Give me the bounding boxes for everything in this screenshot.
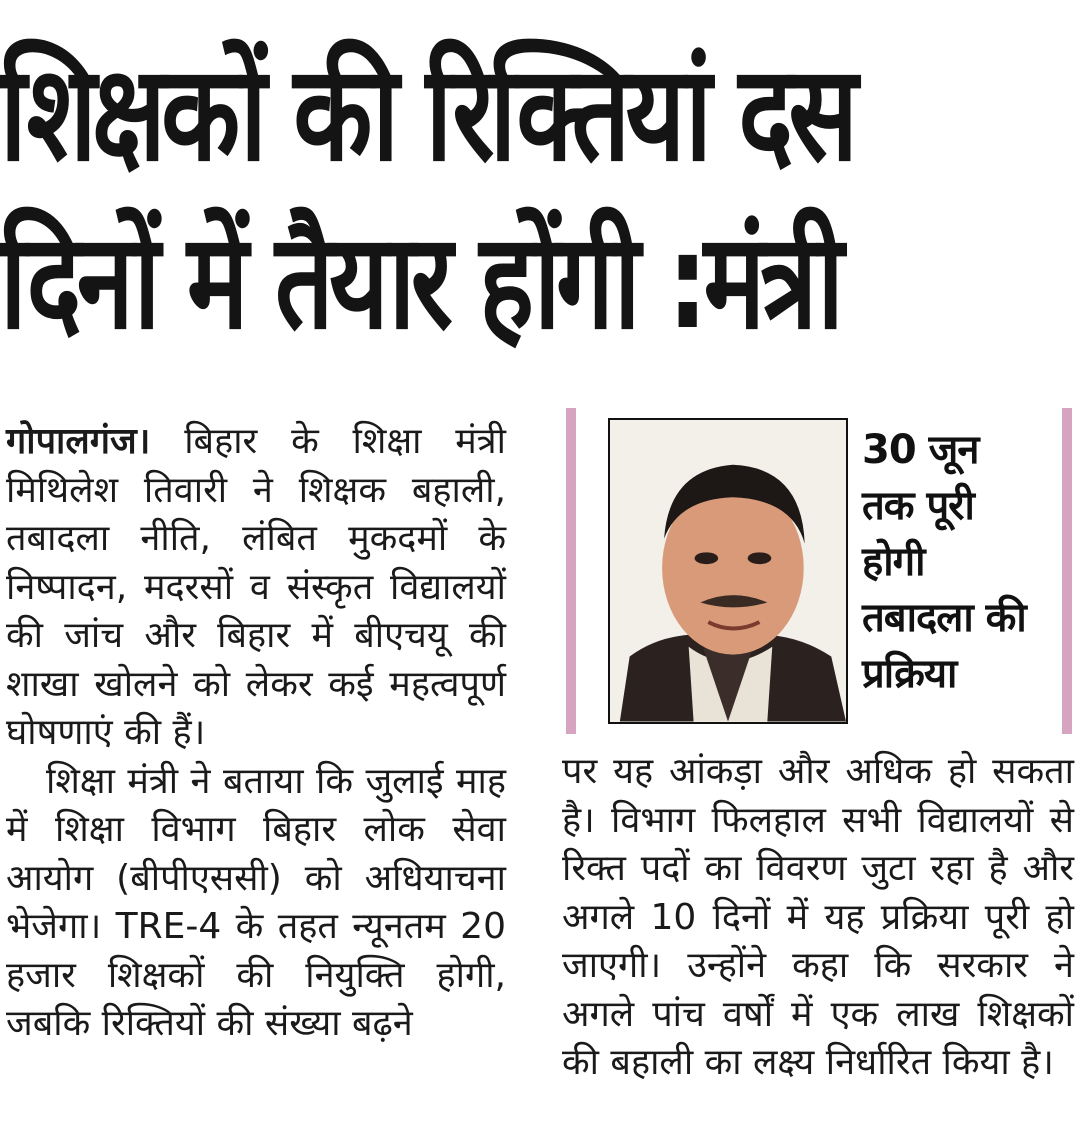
pull-quote-line-2: तक पूरी (862, 483, 974, 529)
minister-photo (608, 418, 848, 724)
portrait-illustration (610, 420, 846, 722)
accent-bar-right (1062, 408, 1072, 734)
paragraph-1-text: बिहार के शिक्षा मंत्री मिथिलेश तिवारी ने शिक्षक बहाली, तबादला नीति, लंबित मुकदमों के निष्पादन, मदरसों व संस्कृत विद्यालयों की जांच और बिहार में बीएचयू की शाखा खोलने को लेकर कई महत्वपूर्ण घोषणाएं की हैं। (6, 421, 506, 753)
headline-line-1: शिक्षकों की रिक्तियां दस (0, 37, 854, 191)
accent-bar-left (566, 408, 576, 734)
headline (0, 30, 854, 366)
article-left-column (6, 418, 506, 1049)
article-right-column (562, 748, 1074, 1088)
pull-quote-line-1: 30 जून (862, 427, 979, 473)
photo-panel (566, 408, 1072, 734)
article-paragraph-1 (6, 418, 506, 758)
pull-quote-line-5: प्रक्रिया (862, 651, 957, 697)
dateline: गोपालगंज। (6, 421, 151, 462)
pull-quote-line-3: होगी (862, 539, 925, 585)
headline-line-2: दिनों में तैयार होंगी :मंत्री (0, 205, 840, 359)
pull-quote (862, 422, 1052, 702)
pull-quote-line-4: तबादला की (862, 595, 1026, 641)
article-paragraph-2: शिक्षा मंत्री ने बताया कि जुलाई माह में शिक्षा विभाग बिहार लोक सेवा आयोग (बीपीएससी) को अधियाचना भेजेगा। TRE-4 के तहत न्यूनतम 20 हजार शिक्षकों की नियुक्ति होगी, जबकि रिक्तियों की संख्या बढ़ने (6, 760, 506, 1044)
article-paragraph-3: पर यह आंकड़ा और अधिक हो सकता है। विभाग फिलहाल सभी विद्यालयों से रिक्त पदों का विवरण जुटा रहा है और अगले 10 दिनों में यह प्रक्रिया पूरी हो जाएगी। उन्होंने कहा कि सरकार ने अगले पांच वर्षों में एक लाख शिक्षकों की बहाली का लक्ष्य निर्धारित किया है। (562, 751, 1074, 1083)
